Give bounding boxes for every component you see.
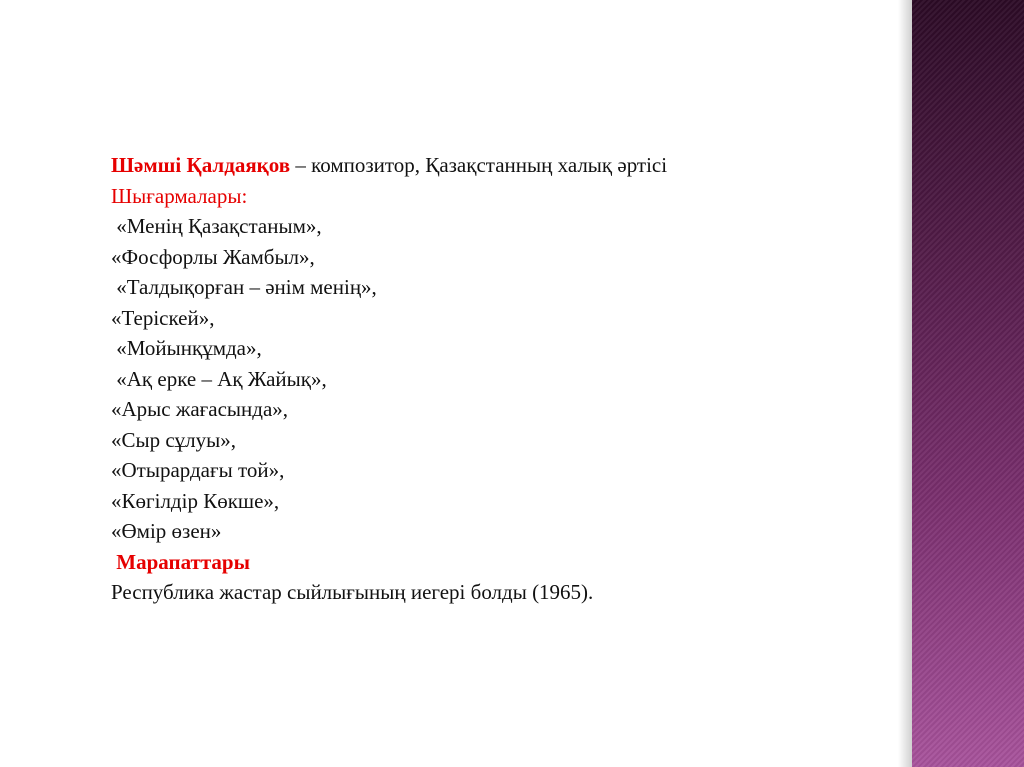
work-item: «Көгілдір Көкше»,: [111, 488, 280, 513]
work-item: «Мойынқұмда»,: [111, 336, 262, 360]
awards-text: Республика жастар сыйлығының иегері болды (1965).: [111, 580, 594, 604]
work-item: «Ақ ерке – Ақ Жайық»,: [111, 366, 327, 391]
works-heading: Шығармалары:: [111, 183, 248, 208]
work-item: «Фосфорлы Жамбыл»,: [111, 244, 315, 269]
composer-name: Шәмші Қалдаяқов: [111, 153, 291, 177]
work-item: «Сыр сұлуы»,: [111, 427, 237, 452]
work-item: «Отырардағы той»,: [111, 458, 285, 482]
side-band-shadow: [898, 0, 912, 767]
work-item: «Өмір өзен»: [111, 519, 222, 543]
work-item: «Арыс жағасында»,: [111, 397, 289, 421]
decorative-side-band: [912, 0, 1024, 767]
work-item: «Менің Қазақстаным»,: [111, 214, 322, 238]
intro-line: [111, 150, 891, 181]
work-item: «Теріскей»,: [111, 305, 215, 330]
slide-content: [111, 150, 891, 608]
work-item: «Талдықорған – әнім менің»,: [111, 275, 377, 299]
awards-heading: Марапаттары: [111, 549, 250, 574]
composer-description: – композитор, Қазақстанның халық әртісі: [290, 153, 668, 177]
